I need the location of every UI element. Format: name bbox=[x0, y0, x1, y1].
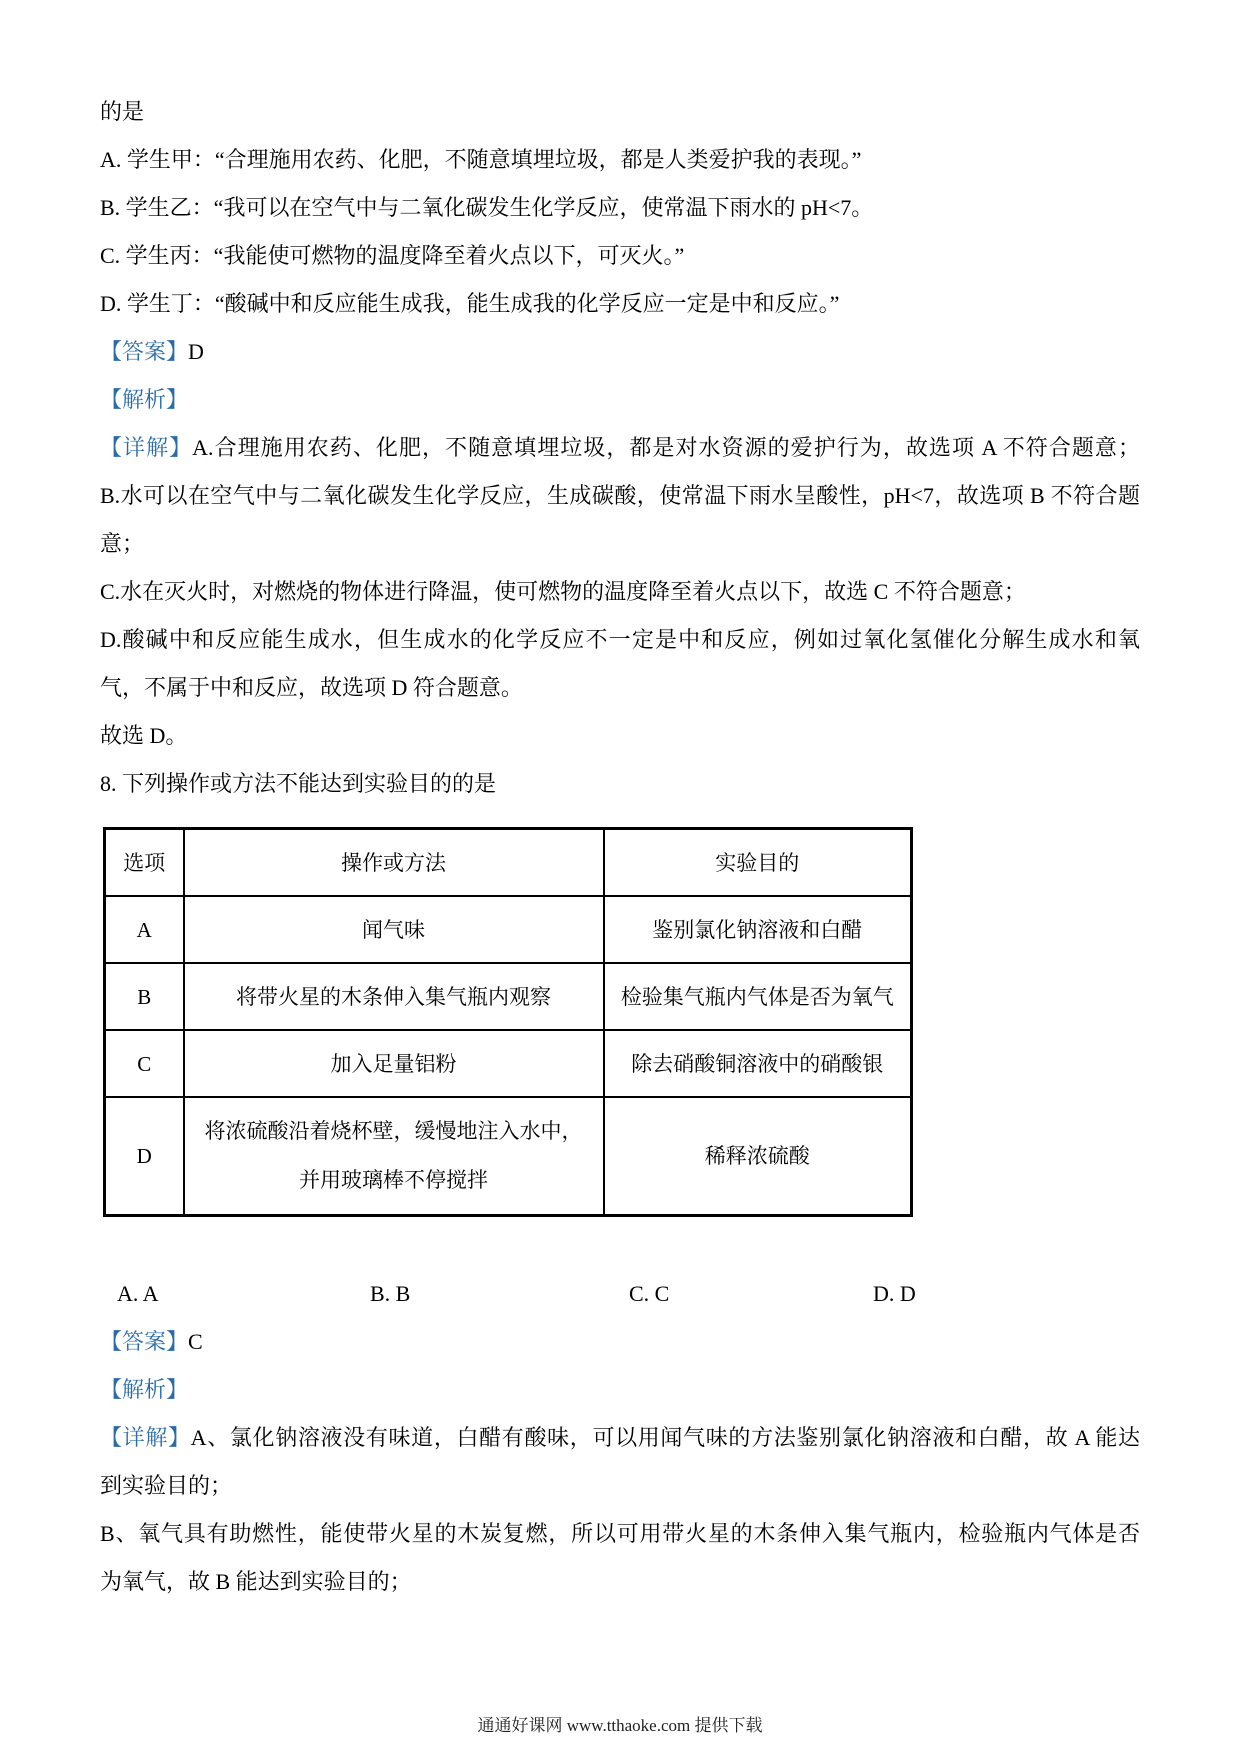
q8-answer-value: C bbox=[188, 1329, 203, 1354]
q8-th-purpose: 实验目的 bbox=[604, 829, 912, 897]
q8-analysis-label: 【解析】 bbox=[100, 1377, 189, 1402]
q8-table-row-d bbox=[105, 1097, 912, 1216]
q8-row-a-option: A bbox=[105, 896, 184, 963]
q7-answer-label: 【答案】 bbox=[100, 339, 189, 364]
q8-row-b-method: 将带火星的木条伸入集气瓶内观察 bbox=[184, 963, 604, 1030]
q8-row-c-option: C bbox=[105, 1030, 184, 1097]
document-content bbox=[100, 0, 1140, 1606]
q8-th-option: 选项 bbox=[105, 829, 184, 897]
q7-analysis-line bbox=[100, 376, 1140, 424]
q8-detail-line-3: B、氧气具有助燃性，能使带火星的木炭复燃，所以可用带火星的木条伸入集气瓶内，检验瓶内气体是否 bbox=[100, 1521, 1140, 1546]
q7-answer-line bbox=[100, 328, 1140, 376]
q7-detail-line-6: 气，不属于中和反应，故选项 D 符合题意。 bbox=[100, 675, 523, 700]
q8-stem: 8. 下列操作或方法不能达到实验目的的是 bbox=[100, 771, 497, 796]
q8-table-row-c bbox=[105, 1030, 912, 1097]
q8-detail-text-1: A、氯化钠溶液没有味道，白醋有酸味，可以用闻气味的方法鉴别氯化钠溶液和白醋，故 A 能达 bbox=[190, 1425, 1140, 1450]
q8-choices-row bbox=[100, 1270, 1140, 1318]
q8-row-d-method-line2: 并用玻璃棒不停搅拌 bbox=[299, 1168, 488, 1192]
q8-choice-c: C. C bbox=[629, 1281, 670, 1306]
q8-table bbox=[103, 827, 913, 1217]
q8-row-b-purpose: 检验集气瓶内气体是否为氧气 bbox=[604, 963, 912, 1030]
q8-row-a-purpose: 鉴别氯化钠溶液和白醋 bbox=[604, 896, 912, 963]
q8-row-a-method: 闻气味 bbox=[184, 896, 604, 963]
q8-row-d-option: D bbox=[105, 1097, 184, 1216]
q8-detail-line-1 bbox=[100, 1414, 1140, 1462]
q7-option-b: B. 学生乙：“我可以在空气中与二氧化碳发生化学反应，使常温下雨水的 pH<7。 bbox=[100, 195, 874, 220]
q8-th-method: 操作或方法 bbox=[184, 829, 604, 897]
q8-choice-d: D. D bbox=[873, 1281, 916, 1306]
q7-stem-continuation: 的是 bbox=[100, 99, 145, 124]
q8-analysis-line bbox=[100, 1366, 1140, 1414]
q8-row-c-method: 加入足量铝粉 bbox=[184, 1030, 604, 1097]
q7-detail-text-1: A.合理施用农药、化肥，不随意填埋垃圾，都是对水资源的爱护行为，故选项 A 不符合题意； bbox=[192, 435, 1140, 460]
q8-answer-line bbox=[100, 1318, 1140, 1366]
q8-choice-b: B. B bbox=[370, 1281, 411, 1306]
q8-answer-label: 【答案】 bbox=[100, 1329, 189, 1354]
q8-row-d-method bbox=[184, 1097, 604, 1216]
q7-detail-line-2: B.水可以在空气中与二氧化碳发生化学反应，生成碳酸，使常温下雨水呈酸性，pH<7，故选项 B 不符合题 bbox=[100, 483, 1140, 508]
q7-option-d: D. 学生丁：“酸碱中和反应能生成我，能生成我的化学反应一定是中和反应。” bbox=[100, 291, 840, 316]
q7-detail-line-4: C.水在灭火时，对燃烧的物体进行降温，使可燃物的温度降至着火点以下，故选 C 不符合题意； bbox=[100, 579, 1026, 604]
q7-conclusion: 故选 D。 bbox=[100, 723, 188, 748]
q8-table-row-a bbox=[105, 896, 912, 963]
q7-answer-value: D bbox=[188, 339, 204, 364]
q8-row-d-method-line1: 将浓硫酸沿着烧杯壁，缓慢地注入水中， bbox=[204, 1119, 583, 1143]
q8-choice-a: A. A bbox=[117, 1281, 159, 1306]
q7-option-c: C. 学生丙：“我能使可燃物的温度降至着火点以下，可灭火。” bbox=[100, 243, 685, 268]
q7-option-a: A. 学生甲：“合理施用农药、化肥，不随意填埋垃圾，都是人类爱护我的表现。” bbox=[100, 147, 862, 172]
q8-table-header-row bbox=[105, 829, 912, 897]
q8-row-b-option: B bbox=[105, 963, 184, 1030]
q8-row-c-purpose: 除去硝酸铜溶液中的硝酸银 bbox=[604, 1030, 912, 1097]
q8-detail-line-2: 到实验目的； bbox=[100, 1473, 233, 1498]
page-footer: 通通好课网 www.tthaoke.com 提供下载 bbox=[477, 1716, 763, 1735]
q8-detail-line-4: 为氧气，故 B 能达到实验目的； bbox=[100, 1569, 412, 1594]
q7-detail-label: 【详解】 bbox=[100, 435, 193, 460]
q7-detail-line-3: 意； bbox=[100, 531, 145, 556]
q7-analysis-label: 【解析】 bbox=[100, 387, 189, 412]
q8-table-row-b bbox=[105, 963, 912, 1030]
q8-detail-label: 【详解】 bbox=[100, 1425, 191, 1450]
q8-row-d-purpose: 稀释浓硫酸 bbox=[604, 1097, 912, 1216]
q7-detail-line-1 bbox=[100, 424, 1140, 472]
q7-detail-line-5: D.酸碱中和反应能生成水，但生成水的化学反应不一定是中和反应，例如过氧化氢催化分解生成水和氧 bbox=[100, 627, 1140, 652]
